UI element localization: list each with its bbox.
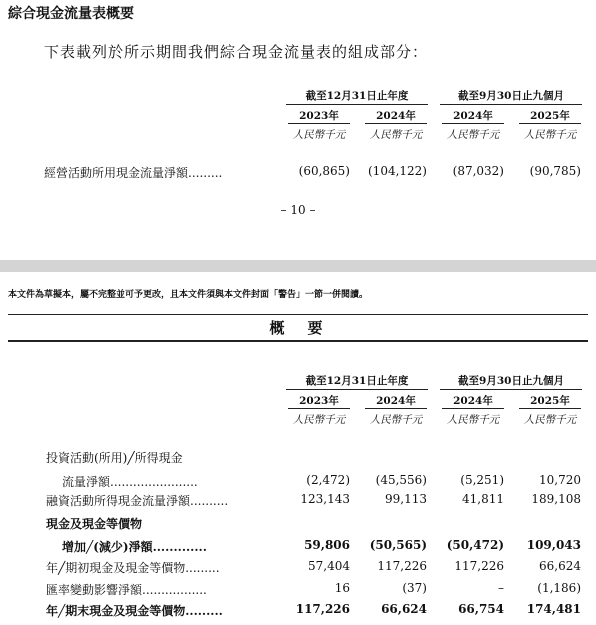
- unit-label: 人民幣千元: [446, 129, 500, 141]
- row-value: (90,785): [529, 164, 581, 178]
- year-rule: [365, 408, 427, 409]
- row-value: 174,481: [526, 602, 581, 616]
- header-group-ninemonths-rule: [440, 389, 582, 390]
- year-header: 2023年: [299, 395, 339, 407]
- row-value: 57,404: [308, 559, 350, 573]
- year-header: 2024年: [453, 110, 493, 122]
- unit-label: 人民幣千元: [523, 414, 577, 426]
- row-label: 融資活動所得現金流量淨額..........: [46, 494, 229, 508]
- unit-label: 人民幣千元: [369, 414, 423, 426]
- year-rule: [365, 123, 427, 124]
- row-label: 匯率變動影響淨額.................: [46, 583, 207, 597]
- row-value: 99,113: [385, 492, 427, 506]
- year-rule: [442, 408, 504, 409]
- row-value: (2,472): [306, 473, 350, 487]
- header-group-ninemonths-rule: [440, 104, 582, 105]
- year-header: 2024年: [376, 395, 416, 407]
- row-value: 66,624: [539, 559, 581, 573]
- unit-label: 人民幣千元: [292, 414, 346, 426]
- section-title: 綜合現金流量表概要: [8, 6, 134, 22]
- header-group-year: 截至12月31日止年度: [305, 375, 409, 387]
- intro-text: 下表載列於所示期間我們綜合現金流量表的組成部分：: [44, 43, 429, 61]
- page-bottom: [0, 272, 596, 625]
- row-value: 41,811: [462, 492, 504, 506]
- unit-label: 人民幣千元: [369, 129, 423, 141]
- row-label: 流量淨額.......................: [62, 475, 198, 489]
- year-rule: [288, 123, 350, 124]
- row-value: 189,108: [531, 492, 581, 506]
- page-top: [0, 0, 596, 260]
- row-value: 117,226: [377, 559, 427, 573]
- row-value: 109,043: [526, 538, 581, 552]
- row-value: (104,122): [368, 164, 427, 178]
- year-header: 2023年: [299, 110, 339, 122]
- year-header: 2025年: [530, 110, 570, 122]
- row-value: 59,806: [304, 538, 350, 552]
- row-label: 增加╱(減少)淨額.............: [62, 540, 207, 554]
- row-value: (37): [402, 581, 427, 595]
- year-rule: [288, 408, 350, 409]
- row-label: 年╱期初現金及現金等價物.........: [46, 561, 220, 575]
- row-value: (50,565): [369, 538, 427, 552]
- row-value: 66,624: [381, 602, 427, 616]
- row-label: 投資活動(所用)╱所得現金: [46, 451, 183, 465]
- row-label: 年╱期末現金及現金等價物.........: [46, 604, 223, 618]
- header-group-year: 截至12月31日止年度: [305, 90, 409, 102]
- row-value: 123,143: [300, 492, 350, 506]
- title-top-rule: [8, 314, 588, 315]
- unit-label: 人民幣千元: [446, 414, 500, 426]
- year-header: 2024年: [376, 110, 416, 122]
- row-value: –: [498, 581, 504, 595]
- row-value: (60,865): [298, 164, 350, 178]
- row-value: 117,226: [295, 602, 350, 616]
- draft-notice: 本文件為草擬本，屬不完整並可予更改，且本文件須與本文件封面「警告」一節一併閱讀。: [8, 290, 369, 300]
- header-group-year-rule: [286, 104, 428, 105]
- row-value: 66,754: [458, 602, 504, 616]
- row-label: 現金及現金等價物: [46, 517, 143, 531]
- title-bottom-rule: [8, 340, 588, 342]
- page-separator: [0, 260, 596, 272]
- year-header: 2024年: [453, 395, 493, 407]
- row-value: 117,226: [454, 559, 504, 573]
- unit-label: 人民幣千元: [523, 129, 577, 141]
- row-value: (5,251): [460, 473, 504, 487]
- unit-label: 人民幣千元: [292, 129, 346, 141]
- header-group-year-rule: [286, 389, 428, 390]
- year-rule: [519, 408, 581, 409]
- page-title: 概 要: [269, 319, 327, 337]
- row-label: 經營活動所用現金流量淨額.........: [44, 166, 223, 180]
- row-value: 16: [334, 581, 350, 595]
- header-group-ninemonths: 截至9月30日止九個月: [458, 90, 564, 102]
- row-value: (87,032): [452, 164, 504, 178]
- year-header: 2025年: [530, 395, 570, 407]
- row-value: 10,720: [539, 473, 581, 487]
- header-group-ninemonths: 截至9月30日止九個月: [458, 375, 564, 387]
- year-rule: [442, 123, 504, 124]
- year-rule: [519, 123, 581, 124]
- row-value: (50,472): [446, 538, 504, 552]
- page-number: – 10 –: [280, 203, 316, 217]
- row-value: (45,556): [375, 473, 427, 487]
- row-value: (1,186): [537, 581, 581, 595]
